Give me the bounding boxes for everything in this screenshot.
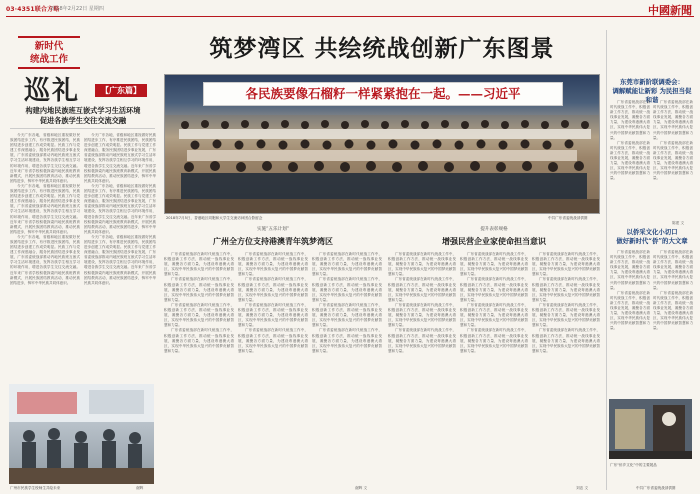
sub-article-1-col3 (312, 252, 382, 484)
sub-article-1-text-k: 广东省委统战部在新时代统战工作中，积极创新工作方法，推动统一战线事业发展，凝聚各方面力量，为建设粤港澳大湾区，实现中华民族伟大复兴的中国梦贡献智慧和力量。 (312, 302, 382, 328)
sub-article-1-headline (164, 225, 382, 246)
right-article-1-col2 (653, 100, 693, 220)
tag-line1: 新时代 (34, 41, 64, 52)
exhibit-image (609, 399, 692, 459)
sub-article-2-author: 刘忠 文 (576, 486, 589, 490)
right-photo-caption: 广东“侨乡文化”中的主要展品 (610, 463, 657, 467)
right-photo-credit: 中共广东省委统战部供图 (636, 486, 676, 490)
sub-article-1-text-j: 广东省委统战部在新时代统战工作中，积极创新工作方法，推动统一战线事业发展，凝聚各方面力量，为建设粤港澳大湾区，实现中华民族伟大复兴的中国梦贡献智慧和力量。 (312, 277, 382, 302)
students-classroom-image (9, 384, 154, 484)
left-photo (9, 384, 154, 484)
right-article-1-text-c: 广东省委统战部在新时代统战工作中，积极创新工作方法，推动统一战线事业发展，凝聚各方面力量，为建设粤港澳大湾区，实现中华民族伟大复兴的中国梦贡献智慧和力量。 (653, 100, 693, 140)
right-article-2-col1 (610, 250, 650, 395)
sub-article-2-headline (388, 225, 600, 246)
main-headline: 筑梦湾区 共绘统战创新广东图景 (209, 35, 555, 62)
sub-article-1-text-h: 广东省委统战部在新时代统战工作中，积极创新工作方法，推动统一战线事业发展，凝聚各方面力量，为建设粤港澳大湾区，实现中华民族伟大复兴的中国梦贡献智慧和力量。 (238, 328, 308, 353)
right-article-2-text-d: 广东省委统战部在新时代统战工作中，积极创新工作方法，推动统一战线事业发展，凝聚各方面力量，为建设粤港澳大湾区，实现中华民族伟大复兴的中国梦贡献智慧和力量。 (653, 290, 693, 331)
main-photo-caption: 2018年7月5日，香港地区同胞和大学生交流访问团合影留念 (166, 216, 263, 220)
sub-article-1-text-f: 广东省委统战部在新时代统战工作中，积极创新工作方法，推动统一战线事业发展，凝聚各方面力量，为建设粤港澳大湾区，实现中华民族伟大复兴的中国梦贡献智慧和力量。 (238, 277, 308, 302)
right-article-1-author: 陈建 文 (672, 221, 685, 225)
right-article-2-text-a: 广东省委统战部在新时代统战工作中，积极创新工作方法，推动统一战线事业发展，凝聚各方面力量，为建设粤港澳大湾区，实现中华民族伟大复兴的中国梦贡献智慧和力量。 (610, 250, 650, 290)
sub-article-2-text-h: 广东省委统战部在新时代统战工作中，积极创新工作方法，推动统一战线事业发展，凝聚各方面力量，为建设粤港澳大湾区，实现中华民族伟大复兴的中国梦贡献智慧和力量。 (460, 328, 528, 353)
left-headline (8, 106, 158, 126)
sub-article-2-text-c: 广东省委统战部在新时代统战工作中，积极创新工作方法，推动统一战线事业发展，凝聚各方面力量，为建设粤港澳大湾区，实现中华民族伟大复兴的中国梦贡献智慧和力量。 (388, 302, 456, 328)
sub-article-1-author: 谢辉 文 (355, 486, 368, 490)
sub-article-2-title: 增强民营企业家使命担当意识 (442, 236, 546, 246)
sub-article-2-text-f: 广东省委统战部在新时代统战工作中，积极创新工作方法，推动统一战线事业发展，凝聚各方面力量，为建设粤港澳大湾区，实现中华民族伟大复兴的中国梦贡献智慧和力量。 (460, 277, 528, 302)
left-photo-caption: 广州市民族学生校师生共绘未来 (10, 486, 61, 490)
left-body-col2 (84, 133, 156, 381)
left-body-text-repeat2: 今天广东各地，省级和地区重视做好民族团结进步工作，有序推进民族团结，民族团结进步创建工作成效明显。民族工作与党建工作深度融合，服务民族团结进步事业发展，广东省委统战部推动内地民族班互嵌式学习生活环境建设，发挥各族学生相互学习的环境作用，增进各族学生交往交流交融。近年来广东省学校积极探索内地民族班教育新模式，开展民族团结教育活动，推动民族团结进步，铸牢中华民族共同体意识。 (10, 234, 80, 285)
quote-banner: 各民族要像石榴籽一样紧紧抱在一起。——习近平 (203, 82, 563, 106)
sub-article-1-text-c: 广东省委统战部在新时代统战工作中，积极创新工作方法，推动统一战线事业发展，凝聚各方面力量，为建设粤港澳大湾区，实现中华民族伟大复兴的中国梦贡献智慧和力量。 (164, 302, 234, 328)
page-header (6, 3, 694, 17)
sub-article-2-text-a: 广东省委统战部在新时代统战工作中，积极创新工作方法，推动统一战线事业发展，凝聚各方面力量，为建设粤港澳大湾区，实现中华民族伟大复兴的中国梦贡献智慧和力量。 (388, 252, 456, 277)
newspaper-logo: 中國新聞 (648, 4, 692, 17)
sub-article-1-text-b: 广东省委统战部在新时代统战工作中，积极创新工作方法，推动统一战线事业发展，凝聚各方面力量，为建设粤港澳大湾区，实现中华民族伟大复兴的中国梦贡献智慧和力量。 (164, 277, 234, 302)
section-label: 03·4351联合方略 (6, 6, 60, 13)
tag-line2: 统战工作 (29, 54, 68, 65)
right-article-2-title: 做好新时代“侨”的大文章 (616, 237, 688, 245)
right-article-2-text-b: 广东省委统战部在新时代统战工作中，积极创新工作方法，推动统一战线事业发展，凝聚各方面力量，为建设粤港澳大湾区，实现中华民族伟大复兴的中国梦贡献智慧和力量。 (610, 290, 650, 331)
divider (10, 128, 155, 129)
left-byline: 谢辉 (136, 486, 144, 490)
province-ribbon: 【广东篇】 (95, 84, 147, 97)
sub-article-1-title: 广州全方位支持港澳青年筑梦湾区 (213, 236, 333, 246)
right-article-1-text-a: 广东省委统战部在新时代统战工作中，积极创新工作方法，推动统一战线事业发展，凝聚各方面力量，为建设粤港澳大湾区，实现中华民族伟大复兴的中国梦贡献智慧和力量。 (610, 100, 650, 140)
right-photo (609, 399, 692, 459)
sub-article-2-kicker: 提升表彰规格 (480, 227, 508, 232)
sub-article-2-text-i: 广东省委统战部在新时代统战工作中，积极创新工作方法，推动统一战线事业发展，凝聚各方面力量，为建设粤港澳大湾区，实现中华民族伟大复兴的中国梦贡献智慧和力量。 (532, 252, 600, 277)
left-body-text-col2c: 今天广东各地，省级和地区重视做好民族团结进步工作，有序推进民族团结，民族团结进步创建工作成效明显。民族工作与党建工作深度融合，服务民族团结进步事业发展，广东省委统战部推动内地民族班互嵌式学习生活环境建设，发挥各族学生相互学习的环境作用，增进各族学生交往交流交融。近年来广东省学校积极探索内地民族班教育新模式，开展民族团结教育活动，推动民族团结进步，铸牢中华民族共同体意识。 (84, 234, 156, 285)
sub-article-2-text-g: 广东省委统战部在新时代统战工作中，积极创新工作方法，推动统一战线事业发展，凝聚各方面力量，为建设粤港澳大湾区，实现中华民族伟大复兴的中国梦贡献智慧和力量。 (460, 302, 528, 328)
group-photo-people-image (165, 115, 600, 214)
right-article-2-headline (610, 228, 694, 246)
issue-info: 2018年2月22日 星期四 (50, 6, 104, 12)
sub-article-2-text-d: 广东省委统战部在新时代统战工作中，积极创新工作方法，推动统一战线事业发展，凝聚各方面力量，为建设粤港澳大湾区，实现中华民族伟大复兴的中国梦贡献智慧和力量。 (388, 328, 456, 353)
group-photo (164, 74, 600, 214)
left-body-text: 今天广东各地，省级和地区重视做好民族团结进步工作，有序推进民族团结，民族团结进步创建工作成效明显。民族工作与党建工作深度融合，服务民族团结进步事业发展，广东省委统战部推动内地民族班互嵌式学习生活环境建设，发挥各族学生相互学习的环境作用，增进各族学生交往交流交融。近年来广东省学校积极探索内地民族班教育新模式，开展民族团结教育活动，推动民族团结进步，铸牢中华民族共同体意识。 (10, 133, 80, 183)
sub-article-2-col1 (388, 252, 456, 484)
left-body-text-repeat: 今天广东各地，省级和地区重视做好民族团结进步工作，有序推进民族团结，民族团结进步创建工作成效明显。民族工作与党建工作深度融合，服务民族团结进步事业发展，广东省委统战部推动内地民族班互嵌式学习生活环境建设，发挥各族学生相互学习的环境作用，增进各族学生交往交流交融。近年来广东省学校积极探索内地民族班教育新模式，开展民族团结教育活动，推动民族团结进步，铸牢中华民族共同体意识。 (10, 183, 80, 234)
left-headline-line1: 构建内地民族班互嵌式学习生活环境 (25, 106, 141, 115)
right-article-1-kicker: 东莞市新阶联调委会： (620, 78, 684, 86)
section-tag (18, 36, 80, 69)
sub-article-1-col2 (238, 252, 308, 484)
sub-article-2-text-l: 广东省委统战部在新时代统战工作中，积极创新工作方法，推动统一战线事业发展，凝聚各方面力量，为建设粤港澳大湾区，实现中华民族伟大复兴的中国梦贡献智慧和力量。 (532, 328, 600, 353)
left-body-col1 (10, 133, 80, 381)
right-article-1-col1 (610, 100, 650, 220)
column-big-title: 巡礼 (24, 76, 81, 106)
sub-article-1-text-d: 广东省委统战部在新时代统战工作中，积极创新工作方法，推动统一战线事业发展，凝聚各方面力量，为建设粤港澳大湾区，实现中华民族伟大复兴的中国梦贡献智慧和力量。 (164, 328, 234, 353)
sub-article-1-text-l: 广东省委统战部在新时代统战工作中，积极创新工作方法，推动统一战线事业发展，凝聚各方面力量，为建设粤港澳大湾区，实现中华民族伟大复兴的中国梦贡献智慧和力量。 (312, 328, 382, 353)
right-article-1-text-b: 广东省委统战部在新时代统战工作中，积极创新工作方法，推动统一战线事业发展，凝聚各方面力量，为建设粤港澳大湾区，实现中华民族伟大复兴的中国梦贡献智慧和力量。 (610, 140, 650, 181)
right-article-1-text-d: 广东省委统战部在新时代统战工作中，积极创新工作方法，推动统一战线事业发展，凝聚各方面力量，为建设粤港澳大湾区，实现中华民族伟大复兴的中国梦贡献智慧和力量。 (653, 140, 693, 181)
right-column-divider (606, 30, 607, 490)
sub-article-1-text-e: 广东省委统战部在新时代统战工作中，积极创新工作方法，推动统一战线事业发展，凝聚各方面力量，为建设粤港澳大湾区，实现中华民族伟大复兴的中国梦贡献智慧和力量。 (238, 252, 308, 277)
sub-article-2-text-k: 广东省委统战部在新时代统战工作中，积极创新工作方法，推动统一战线事业发展，凝聚各方面力量，为建设粤港澳大湾区，实现中华民族伟大复兴的中国梦贡献智慧和力量。 (532, 302, 600, 328)
right-article-1-title: 调解赋能让新彩 为民担当促和谐 (612, 87, 692, 104)
sub-article-1-kicker: 实施“五乐计划” (256, 227, 290, 232)
sub-article-1-text-g: 广东省委统战部在新时代统战工作中，积极创新工作方法，推动统一战线事业发展，凝聚各方面力量，为建设粤港澳大湾区，实现中华民族伟大复兴的中国梦贡献智慧和力量。 (238, 302, 308, 328)
left-body-text-col2b: 今天广东各地，省级和地区重视做好民族团结进步工作，有序推进民族团结，民族团结进步创建工作成效明显。民族工作与党建工作深度融合，服务民族团结进步事业发展，广东省委统战部推动内地民族班互嵌式学习生活环境建设，发挥各族学生相互学习的环境作用，增进各族学生交往交流交融。近年来广东省学校积极探索内地民族班教育新模式，开展民族团结教育活动，推动民族团结进步，铸牢中华民族共同体意识。 (84, 183, 156, 234)
sub-article-2-text-b: 广东省委统战部在新时代统战工作中，积极创新工作方法，推动统一战线事业发展，凝聚各方面力量，为建设粤港澳大湾区，实现中华民族伟大复兴的中国梦贡献智慧和力量。 (388, 277, 456, 302)
sub-article-1-text-a: 广东省委统战部在新时代统战工作中，积极创新工作方法，推动统一战线事业发展，凝聚各方面力量，为建设粤港澳大湾区，实现中华民族伟大复兴的中国梦贡献智慧和力量。 (164, 252, 234, 277)
right-article-2-kicker: 以侨采文化小切口 (626, 228, 678, 236)
sub-article-1-col1 (164, 252, 234, 484)
right-article-2-col2 (653, 250, 693, 395)
sub-article-2-col2 (460, 252, 528, 484)
sub-article-1-text-i: 广东省委统战部在新时代统战工作中，积极创新工作方法，推动统一战线事业发展，凝聚各方面力量，为建设粤港澳大湾区，实现中华民族伟大复兴的中国梦贡献智慧和力量。 (312, 252, 382, 277)
left-headline-line2: 促进各族学生交往交流交融 (39, 116, 127, 125)
right-article-2-text-c: 广东省委统战部在新时代统战工作中，积极创新工作方法，推动统一战线事业发展，凝聚各方面力量，为建设粤港澳大湾区，实现中华民族伟大复兴的中国梦贡献智慧和力量。 (653, 250, 693, 290)
sub-article-2-text-e: 广东省委统战部在新时代统战工作中，积极创新工作方法，推动统一战线事业发展，凝聚各方面力量，为建设粤港澳大湾区，实现中华民族伟大复兴的中国梦贡献智慧和力量。 (460, 252, 528, 277)
main-photo-credit: 中共广东省委统战部供图 (548, 216, 588, 220)
left-body-text-col2: 今天广东各地，省级和地区重视做好民族团结进步工作，有序推进民族团结，民族团结进步创建工作成效明显。民族工作与党建工作深度融合，服务民族团结进步事业发展，广东省委统战部推动内地民族班互嵌式学习生活环境建设，发挥各族学生相互学习的环境作用，增进各族学生交往交流交融。近年来广东省学校积极探索内地民族班教育新模式，开展民族团结教育活动，推动民族团结进步，铸牢中华民族共同体意识。 (84, 133, 156, 183)
sub-article-2-col3 (532, 252, 600, 484)
sub-article-2-text-j: 广东省委统战部在新时代统战工作中，积极创新工作方法，推动统一战线事业发展，凝聚各方面力量，为建设粤港澳大湾区，实现中华民族伟大复兴的中国梦贡献智慧和力量。 (532, 277, 600, 302)
